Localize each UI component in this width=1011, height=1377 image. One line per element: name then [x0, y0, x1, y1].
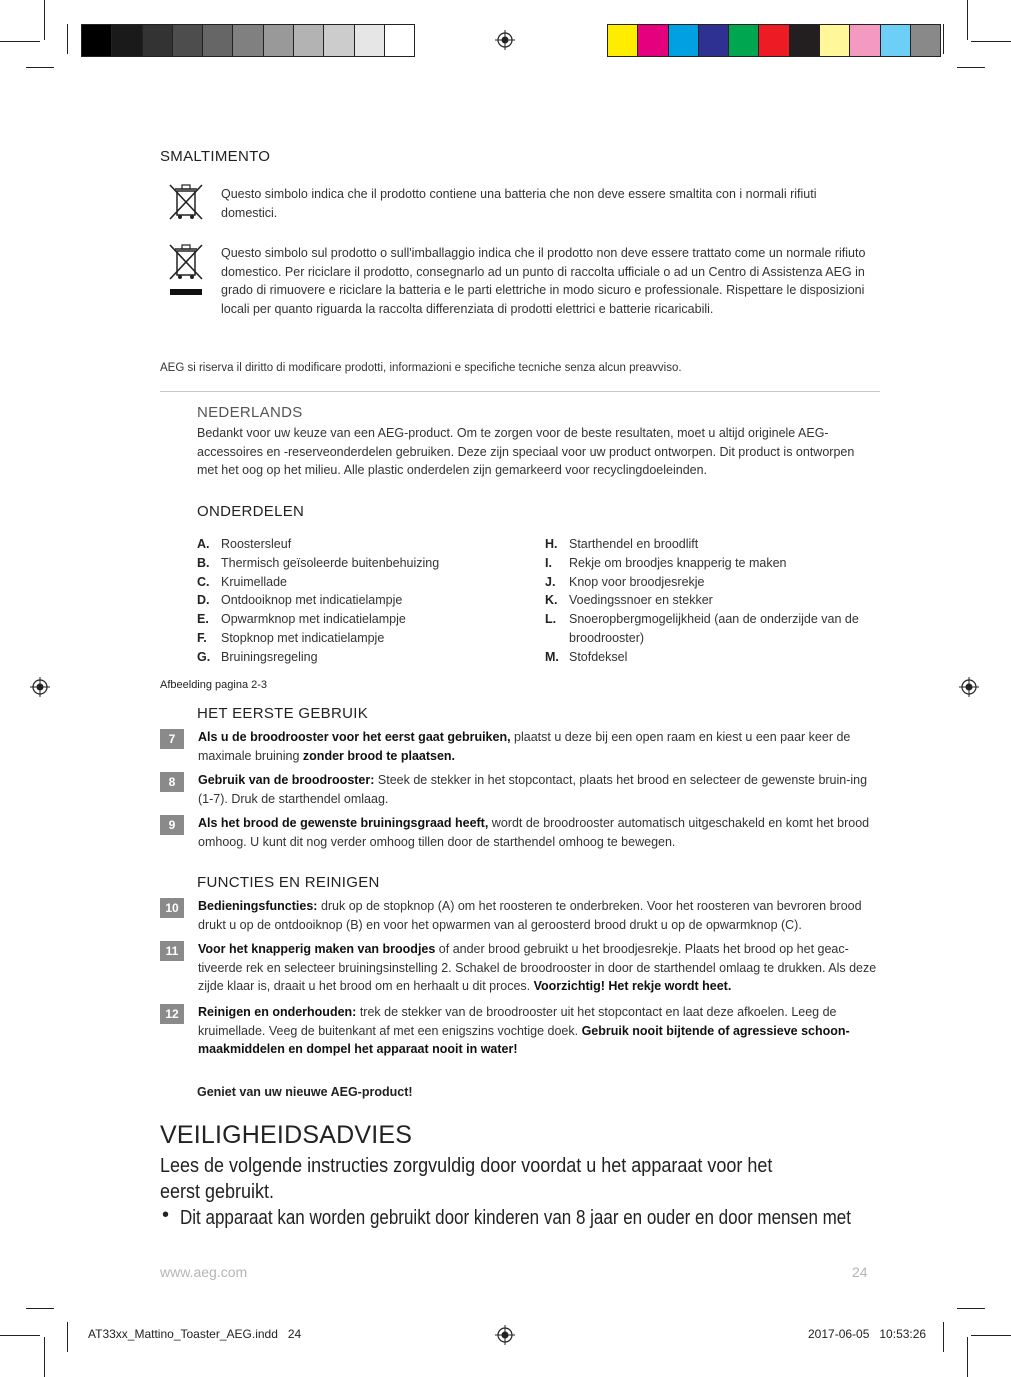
color-swatch — [790, 25, 820, 56]
section-divider — [160, 391, 880, 392]
step-number-badge: 9 — [160, 815, 184, 835]
safety-heading: VEILIGHEIDSADVIES — [160, 1121, 413, 1149]
color-swatch — [699, 25, 729, 56]
part-label: Bruiningsregeling — [221, 649, 318, 664]
part-item — [545, 573, 705, 592]
footer-url[interactable]: www.aeg.com — [160, 1264, 248, 1280]
color-swatch — [759, 25, 789, 56]
figure-reference: Afbeelding pagina 2-3 — [160, 679, 268, 691]
part-letter: B. — [197, 555, 210, 570]
step-text — [198, 940, 880, 996]
part-item — [197, 535, 291, 554]
slug-filename: AT33xx_Mattino_Toaster_AEG.indd 24 — [88, 1327, 302, 1341]
registration-mark-icon — [30, 677, 50, 697]
part-label: Snoeropbergmogelijkheid (aan de onderzijde van de — [569, 612, 859, 627]
color-swatch — [850, 25, 880, 56]
part-item — [545, 535, 698, 554]
part-label: Thermisch geïsoleerde buitenbehuizing — [221, 555, 440, 570]
color-swatch — [608, 25, 638, 56]
step-emphasis: Voorzichtig! Het rekje wordt heet. — [533, 979, 732, 994]
step-text — [198, 897, 880, 934]
crop-mark — [67, 24, 68, 54]
part-letter: M. — [545, 649, 559, 664]
part-label: Stofdeksel — [569, 649, 628, 664]
color-swatch — [385, 25, 414, 56]
color-swatch — [143, 25, 173, 56]
safety-bullet: • — [162, 1204, 170, 1226]
crossed-bin-icon — [168, 182, 204, 222]
cmyk-color-bar — [607, 24, 941, 57]
section-heading-eerste-gebruik: HET EERSTE GEBRUIK — [197, 705, 368, 722]
crop-mark — [67, 1322, 68, 1352]
color-swatch — [881, 25, 911, 56]
part-letter: E. — [197, 612, 209, 627]
registration-mark-icon — [495, 30, 515, 50]
color-swatch — [638, 25, 668, 56]
slug-date: 2017-06-05 10:53:26 — [808, 1327, 927, 1341]
step-body: wordt de broodrooster automatisch uitgeschakeld en komt het brood omhoog. U kunt dit nog verder omhoog tillen door de starthendel omhoog te bewegen. — [198, 816, 870, 849]
step-number-badge: 12 — [160, 1004, 184, 1024]
color-swatch — [911, 25, 940, 56]
part-letter: D. — [197, 593, 210, 608]
part-letter: K. — [545, 593, 558, 608]
crop-mark — [26, 67, 54, 68]
color-swatch — [669, 25, 699, 56]
crop-mark — [0, 1335, 40, 1336]
step-emphasis: Voor het knapperig maken van broodjes — [198, 942, 436, 956]
crop-mark — [967, 0, 968, 40]
part-label: Starthendel en broodlift — [569, 537, 699, 551]
color-swatch — [233, 25, 263, 56]
crossed-bin-icon — [168, 242, 204, 282]
step-emphasis: Bedieningsfuncties: — [198, 899, 318, 913]
disclaimer-text: AEG si riserva il diritto di modificare prodotti, informazioni e specifiche tecniche senza alcun preavviso. — [160, 362, 682, 374]
crop-mark — [943, 24, 944, 54]
step-text — [198, 814, 880, 851]
part-letter: F. — [197, 631, 207, 645]
part-letter: G. — [197, 649, 211, 664]
color-swatch — [112, 25, 142, 56]
part-letter: L. — [545, 612, 557, 627]
part-letter: C. — [197, 574, 210, 589]
crop-mark — [943, 1322, 944, 1352]
crop-mark — [44, 0, 45, 40]
color-swatch — [264, 25, 294, 56]
step-body: plaatst u deze bij een open raam en kiest u een paar keer de maximale bruining — [198, 730, 851, 763]
product-disposal-text: Questo simbolo sul prodotto o sull'imballaggio indica che il prodotto non deve essere trattato come un normale rifiuto domestico. Per riciclare il prodotto, consegnarlo ad un punto di raccolta ufficiale o ad un Centro di Assistenza AEG in grado di rimuovere e riciclare la batteria e le parti elettriche in modo sicuro e professionale. Rispettare le disposizioni locali per quanto riguarda la raccolta differenziata di prodotti elettrici e batterie ricaricabili. — [221, 246, 866, 316]
part-label: Stopknop met indicatielampje — [221, 631, 385, 645]
step-number-badge: 7 — [160, 729, 184, 749]
part-label: Knop voor broodjesrekje — [569, 574, 705, 589]
part-label: broodrooster) — [569, 631, 645, 645]
section-heading-nederlands: NEDERLANDS — [197, 404, 303, 421]
step-emphasis: zonder brood te plaatsen. — [302, 748, 456, 763]
part-item — [545, 629, 644, 648]
part-item — [197, 591, 402, 610]
part-label: Kruimellade — [221, 574, 288, 589]
page-number: 24 — [852, 1264, 868, 1280]
intro-text: Bedankt voor uw keuze van een AEG-product. Om te zorgen voor de beste resultaten, moet u altijd originele AEG-accessoires en -reserveonderdelen gebruiken. Deze zijn speciaal voor uw product ontworpen. Dit product is ontworpen met het oog op het milieu. Alle plastic onderdelen zijn gemarkeerd voor recyclingdoeleinden. — [197, 426, 855, 477]
gray-color-bar — [81, 24, 415, 57]
step-emphasis: Als het brood de gewenste bruiningsgraad heeft, — [198, 816, 489, 830]
part-item — [545, 610, 859, 629]
crop-mark — [44, 1337, 45, 1377]
part-item — [197, 610, 406, 629]
step-body: trek de stekker van de broodrooster uit het stopcontact en laat deze afkoelen. Leeg de kruimellade. Veeg de buitenkant af met een enigszins vochtige doek. — [198, 1005, 837, 1038]
part-item — [197, 573, 287, 592]
step-text — [198, 771, 880, 808]
part-label: Roostersleuf — [221, 537, 292, 551]
crop-mark — [957, 1308, 985, 1309]
crop-mark — [957, 67, 985, 68]
step-number-badge: 10 — [160, 898, 184, 918]
step-number-badge: 11 — [160, 941, 184, 961]
part-letter: I. — [545, 555, 552, 570]
step-emphasis: Gebruik van de broodrooster: — [198, 773, 375, 787]
section-heading-smaltimento: SMALTIMENTO — [160, 148, 271, 165]
step-body: Steek de stekker in het stopcontact, plaats het brood en selecteer de gewenste bruin-ing (1-7). Druk de starthendel omlaag. — [198, 773, 868, 806]
part-letter: A. — [197, 537, 210, 551]
part-letter: H. — [545, 537, 558, 551]
battery-disposal-text: Questo simbolo indica che il prodotto contiene una batteria che non deve essere smaltita con i normali rifiuti domestici. — [221, 187, 817, 220]
step-text — [198, 728, 880, 765]
step-emphasis: Als u de broodrooster voor het eerst gaat gebruiken, — [198, 730, 511, 744]
color-swatch — [324, 25, 354, 56]
bin-underline-bar — [170, 289, 202, 295]
step-emphasis: Reinigen en onderhouden: — [198, 1005, 357, 1019]
step-body: druk op de stopknop (A) om het roosteren te onderbreken. Voor het roosteren van bevroren brood drukt u op de ontdooiknop (B) en voor het opwarmen van al geroosterd brood drukt u op de opwarmknop (C). — [198, 899, 862, 932]
registration-mark-icon — [959, 677, 979, 697]
color-swatch — [355, 25, 385, 56]
step-text — [198, 1003, 880, 1059]
crop-mark — [26, 1308, 54, 1309]
crop-mark — [967, 1337, 968, 1377]
crop-mark — [971, 41, 1011, 42]
color-swatch — [173, 25, 203, 56]
registration-mark-icon — [495, 1325, 515, 1345]
part-item — [545, 648, 627, 667]
color-swatch — [294, 25, 324, 56]
step-emphasis: Gebruik nooit bijtende of agressieve schoon-maakmiddelen en dompel het apparaat nooit in water! — [198, 1023, 850, 1057]
part-letter: J. — [545, 574, 556, 589]
safety-first-item: Dit apparaat kan worden gebruikt door kinderen van 8 jaar en ouder en door mensen met — [180, 1207, 851, 1229]
part-label: Ontdooiknop met indicatielampje — [221, 593, 403, 608]
color-swatch — [729, 25, 759, 56]
step-number-badge: 8 — [160, 772, 184, 792]
crop-mark — [0, 41, 40, 42]
part-item — [545, 554, 786, 573]
part-item — [197, 648, 318, 667]
part-label: Rekje om broodjes knapperig te maken — [569, 555, 787, 570]
part-label: Opwarmknop met indicatielampje — [221, 612, 406, 627]
step-body: of ander brood gebruikt u het broodjesrekje. Plaats het brood op het geac-tiveerde rek en selecteer bruiningsinstelling 2. Schakel de broodrooster in door de starthendel omlaag te drukken. Als deze zijde klaar is, draait u het brood om en herhaalt u dit proces. — [198, 942, 877, 994]
closing-line: Geniet van uw nieuwe AEG-product! — [197, 1085, 413, 1099]
crop-mark — [971, 1335, 1011, 1336]
color-swatch — [82, 25, 112, 56]
part-label: Voedingssnoer en stekker — [569, 593, 713, 608]
part-item — [197, 554, 439, 573]
part-item — [545, 591, 713, 610]
color-swatch — [820, 25, 850, 56]
safety-subheading: Lees de volgende instructies zorgvuldig door voordat u het apparaat voor het eerst gebruikt. — [160, 1155, 773, 1203]
part-item — [197, 629, 384, 648]
color-swatch — [203, 25, 233, 56]
section-heading-onderdelen: ONDERDELEN — [197, 503, 305, 520]
section-heading-functies: FUNCTIES EN REINIGEN — [197, 874, 380, 891]
